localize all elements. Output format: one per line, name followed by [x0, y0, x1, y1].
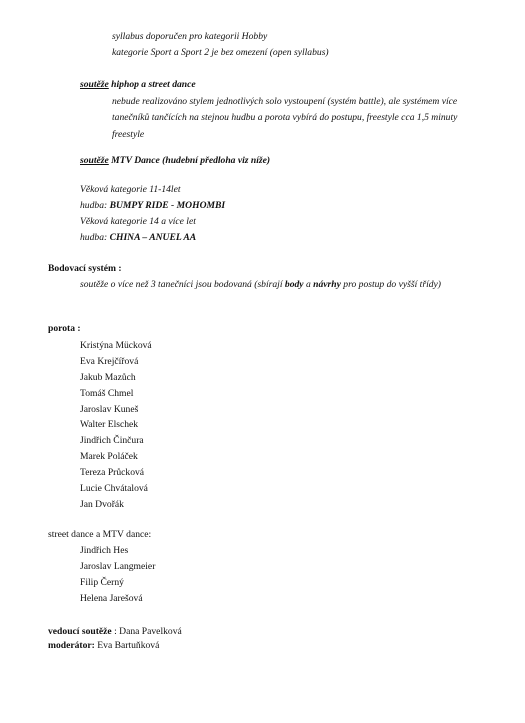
mtv-music-1-prefix: hudba: — [80, 200, 110, 211]
hiphop-sub-list — [0, 94, 480, 143]
moderator-label: moderátor: — [48, 640, 95, 651]
mtv-music-1 — [0, 198, 225, 214]
scoring-text — [0, 277, 480, 293]
jury-member: • Jindřich Hes — [0, 543, 155, 559]
scoring-text-suffix: pro postup do vyšší třídy) — [340, 279, 441, 290]
street-jury-list — [0, 543, 155, 607]
list-item: • freestyle — [0, 127, 480, 143]
street-jury-heading: street dance a MTV dance: — [48, 529, 152, 540]
mtv-music-2-prefix: hudba: — [80, 232, 110, 243]
jury-member: • Jakub Mazůch — [0, 370, 152, 386]
scoring-list — [0, 277, 480, 293]
leader-name: Dana Pavelková — [119, 626, 182, 637]
jury-member: • Marek Poláček — [0, 449, 152, 465]
scoring-text-mid: a — [303, 279, 314, 290]
mtv-music-1-value: BUMPY RIDE - MOHOMBI — [109, 200, 226, 211]
mtv-heading-rest: MTV Dance (hudební předloha viz níže) — [108, 155, 271, 166]
jury-member: • Helena Jarešová — [0, 591, 155, 607]
jury-member: • Tereza Průcková — [0, 465, 152, 481]
hiphop-section — [0, 77, 196, 93]
mtv-music-2 — [0, 230, 196, 246]
leader-sep: : — [111, 626, 120, 637]
jury-member: • Jaroslav Langmeier — [0, 559, 155, 575]
scoring-points: body — [284, 279, 304, 290]
hiphop-heading — [0, 77, 196, 93]
jury-member: • Filip Černý — [0, 575, 155, 591]
jury-member: • Jan Dvořák — [0, 497, 152, 513]
hiphop-heading-rest: hiphop a street dance — [108, 79, 196, 90]
leader-label: vedoucí soutěže — [48, 626, 112, 637]
jury-member: • Tomáš Chmel — [0, 386, 152, 402]
mtv-music-2-value: CHINA – ANUEL AA — [109, 232, 197, 243]
scoring-heading: Bodovací systém : — [48, 263, 122, 274]
mtv-category-2: Věková kategorie 14 a více let — [80, 216, 196, 227]
jury-member: • Lucie Chvátalová — [0, 481, 152, 497]
jury-member: • Kristýna Mücková — [0, 338, 152, 354]
list-item: • syllabus doporučen pro kategorii Hobby — [0, 29, 329, 45]
jury-list — [0, 338, 152, 513]
jury-member: • Jaroslav Kuneš — [0, 402, 152, 418]
list-item: • nebude realizováno stylem jednotlivých solo vystoupení (systém battle), ale systémem více tanečníků tančících na stejnou hudbu a porota vybírá do postupu, freestyle cca 1,5 minuty — [0, 94, 480, 126]
mtv-category-1: Věková kategorie 11-14let — [80, 184, 181, 195]
scoring-text-prefix: soutěže o více než 3 tanečníci jsou bodovaná (sbírají — [80, 279, 285, 290]
jury-member: • Jindřich Činčura — [0, 433, 152, 449]
mtv-heading — [0, 153, 270, 169]
jury-member: • Eva Krejčířová — [0, 354, 152, 370]
mtv-section — [0, 153, 270, 169]
moderator-name: Eva Bartuňková — [94, 640, 160, 651]
mtv-heading-prefix: soutěže — [80, 155, 109, 166]
hiphop-heading-prefix: soutěže — [80, 79, 109, 90]
moderator-line — [0, 638, 159, 654]
jury-member: • Walter Elschek — [0, 417, 152, 433]
jury-heading: porota : — [48, 323, 81, 334]
list-item: • kategorie Sport a Sport 2 je bez omezení (open syllabus) — [0, 45, 329, 61]
scoring-proposals: návrhy — [313, 279, 341, 290]
top-sub-list — [0, 29, 329, 61]
